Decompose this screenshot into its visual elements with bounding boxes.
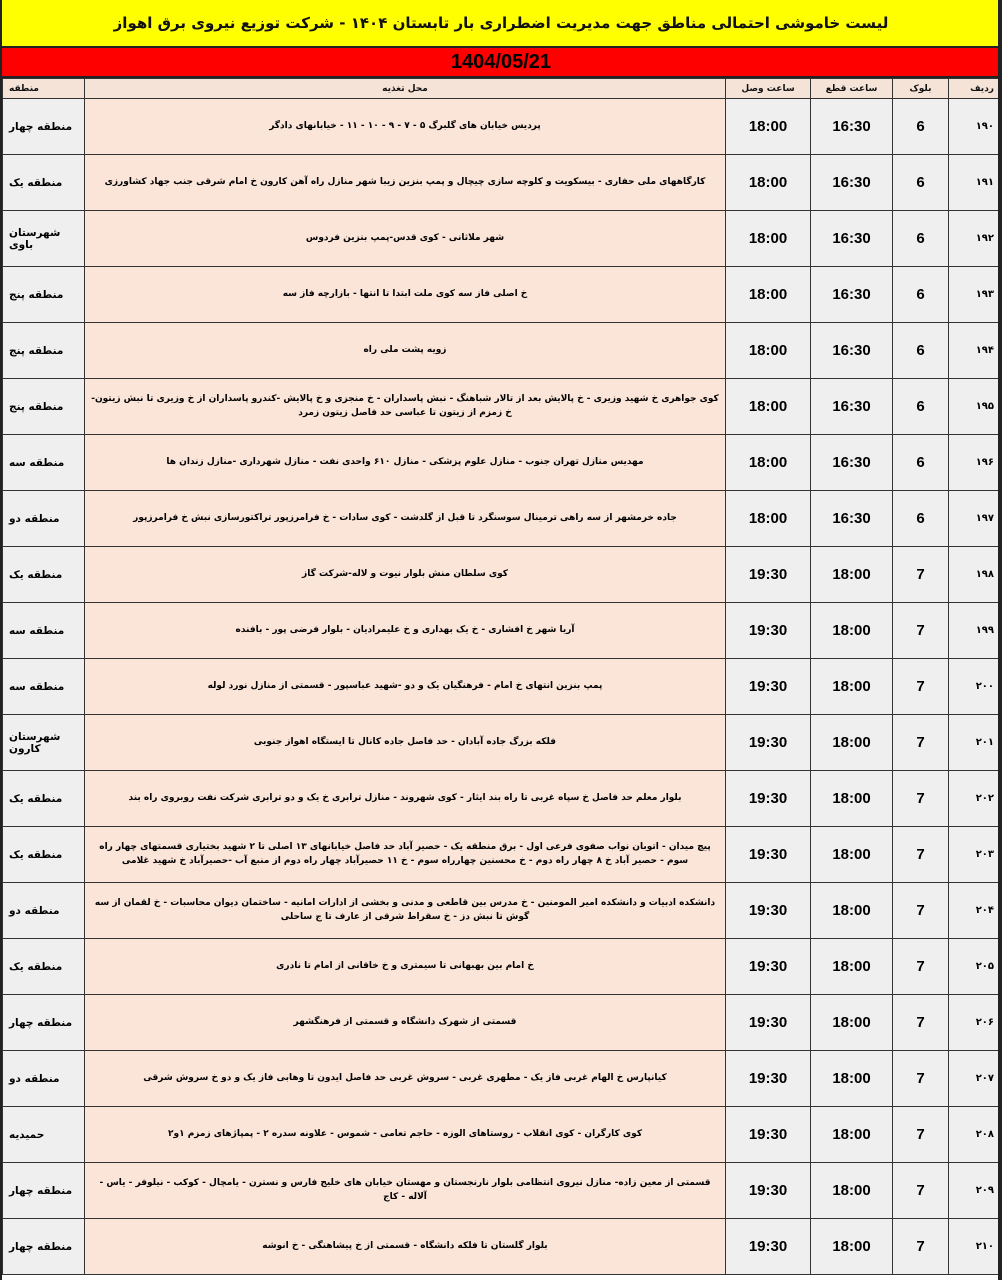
block-cell: 6 bbox=[893, 379, 949, 435]
connect-time-cell: 18:00 bbox=[726, 267, 811, 323]
connect-time-cell: 19:30 bbox=[726, 1219, 811, 1275]
cut-time-cell: 16:30 bbox=[811, 323, 893, 379]
header-connect-time: ساعت وصل bbox=[726, 79, 811, 99]
header-region: منطقه bbox=[3, 79, 85, 99]
table-row bbox=[3, 883, 1001, 939]
document-title: لیست خاموشی احتمالی مناطق جهت مدیریت اضطراری بار تابستان ۱۴۰۴ - شرکت توزیع نیروی برق اهواز bbox=[2, 0, 1000, 48]
row-number-cell: ۱۹۰ bbox=[949, 99, 1001, 155]
row-number-cell: ۱۹۵ bbox=[949, 379, 1001, 435]
block-cell: 7 bbox=[893, 1163, 949, 1219]
row-number-cell: ۱۹۷ bbox=[949, 491, 1001, 547]
block-cell: 7 bbox=[893, 939, 949, 995]
location-cell: فلکه بزرگ جاده آبادان - حد فاصل جاده کانال تا ایستگاه اهواز جنوبی bbox=[85, 715, 726, 771]
block-cell: 6 bbox=[893, 323, 949, 379]
connect-time-cell: 19:30 bbox=[726, 1163, 811, 1219]
region-cell: منطقه دو bbox=[3, 491, 85, 547]
connect-time-cell: 18:00 bbox=[726, 491, 811, 547]
connect-time-cell: 19:30 bbox=[726, 995, 811, 1051]
connect-time-cell: 19:30 bbox=[726, 771, 811, 827]
location-cell: کوی کارگران - کوی انقلاب - روستاهای الوزه - حاجم تعامی - شموس - علاونه سدره ۲ - پمپاژهای زمزم ۱و۲ bbox=[85, 1107, 726, 1163]
connect-time-cell: 18:00 bbox=[726, 379, 811, 435]
row-number-cell: ۲۱۰ bbox=[949, 1219, 1001, 1275]
row-number-cell: ۲۰۵ bbox=[949, 939, 1001, 995]
location-cell: خ اصلی فاز سه کوی ملت ابتدا تا انتها - بازارچه فاز سه bbox=[85, 267, 726, 323]
block-cell: 6 bbox=[893, 211, 949, 267]
connect-time-cell: 19:30 bbox=[726, 603, 811, 659]
location-cell: بلوار معلم حد فاصل خ سپاه غربی تا راه بند ایثار - کوی شهروند - منازل ترابری خ یک و دو ترابری شرکت نفت روبروی راه بند bbox=[85, 771, 726, 827]
connect-time-cell: 19:30 bbox=[726, 883, 811, 939]
location-cell: شهر ملاثانی - کوی قدس-پمپ بنزین فردوس bbox=[85, 211, 726, 267]
cut-time-cell: 16:30 bbox=[811, 267, 893, 323]
row-number-cell: ۱۹۳ bbox=[949, 267, 1001, 323]
table-row bbox=[3, 267, 1001, 323]
location-cell: زویه پشت ملی راه bbox=[85, 323, 726, 379]
region-cell: منطقه چهار bbox=[3, 1219, 85, 1275]
table-row bbox=[3, 99, 1001, 155]
row-number-cell: ۱۹۶ bbox=[949, 435, 1001, 491]
cut-time-cell: 18:00 bbox=[811, 603, 893, 659]
connect-time-cell: 19:30 bbox=[726, 659, 811, 715]
cut-time-cell: 18:00 bbox=[811, 1051, 893, 1107]
location-cell: خ امام بین بهبهانی تا سیمتری و خ خاقانی از امام تا نادری bbox=[85, 939, 726, 995]
block-cell: 7 bbox=[893, 1107, 949, 1163]
header-cut-time: ساعت قطع bbox=[811, 79, 893, 99]
location-cell: جاده خرمشهر از سه راهی ترمینال سوسنگرد تا قبل از گلدشت - کوی سادات - خ فرامرزپور تراکتورسازی نبش خ فرامرزپور bbox=[85, 491, 726, 547]
table-row bbox=[3, 1163, 1001, 1219]
cut-time-cell: 16:30 bbox=[811, 211, 893, 267]
region-cell: منطقه پنج bbox=[3, 267, 85, 323]
cut-time-cell: 18:00 bbox=[811, 547, 893, 603]
table-row bbox=[3, 211, 1001, 267]
table-header-row bbox=[3, 79, 1001, 99]
row-number-cell: ۲۰۱ bbox=[949, 715, 1001, 771]
location-cell: پیچ میدان - اتوبان نواب صفوی فرعی اول - برق منطقه یک - حصیر آباد حد فاصل خیابانهای ۱۳ اصلی تا ۲ شهید بختیاری قسمتهای چهار راه سوم - حصیر آباد خ ۸ چهار راه دوم - خ محسنین چهارراه سوم - خ ۱۱ حصیرآباد چهار راه دوم از منبع آب -حصیرآباد خ شهید غلامی bbox=[85, 827, 726, 883]
cut-time-cell: 16:30 bbox=[811, 379, 893, 435]
region-cell: منطقه یک bbox=[3, 827, 85, 883]
connect-time-cell: 18:00 bbox=[726, 323, 811, 379]
region-cell: منطقه سه bbox=[3, 603, 85, 659]
region-cell: منطقه یک bbox=[3, 771, 85, 827]
block-cell: 7 bbox=[893, 1051, 949, 1107]
cut-time-cell: 18:00 bbox=[811, 771, 893, 827]
row-number-cell: ۲۰۴ bbox=[949, 883, 1001, 939]
connect-time-cell: 19:30 bbox=[726, 939, 811, 995]
connect-time-cell: 18:00 bbox=[726, 211, 811, 267]
block-cell: 7 bbox=[893, 715, 949, 771]
cut-time-cell: 18:00 bbox=[811, 1107, 893, 1163]
cut-time-cell: 18:00 bbox=[811, 1163, 893, 1219]
document-date: 1404/05/21 bbox=[2, 48, 1000, 78]
location-cell: پردیس خیابان های گلبرگ ۵ - ۷ - ۹ - ۱۰ - ۱۱ - خیابانهای دادگر bbox=[85, 99, 726, 155]
cut-time-cell: 16:30 bbox=[811, 155, 893, 211]
connect-time-cell: 19:30 bbox=[726, 1051, 811, 1107]
header-row-number: ردیف bbox=[949, 79, 1001, 99]
region-cell: منطقه یک bbox=[3, 939, 85, 995]
region-cell: منطقه سه bbox=[3, 435, 85, 491]
block-cell: 6 bbox=[893, 435, 949, 491]
location-cell: کارگاههای ملی حفاری - بیسکویت و کلوچه سازی چیچال و پمپ بنزین زیبا شهر منازل راه آهن کارون خ امام شرقی جنب جهاد کشاورزی bbox=[85, 155, 726, 211]
cut-time-cell: 18:00 bbox=[811, 995, 893, 1051]
cut-time-cell: 16:30 bbox=[811, 435, 893, 491]
table-row bbox=[3, 827, 1001, 883]
region-cell: حمیدیه bbox=[3, 1107, 85, 1163]
table-row bbox=[3, 155, 1001, 211]
row-number-cell: ۲۰۰ bbox=[949, 659, 1001, 715]
block-cell: 7 bbox=[893, 771, 949, 827]
row-number-cell: ۱۹۴ bbox=[949, 323, 1001, 379]
location-cell: کوی جواهری خ شهید وزیری - خ پالایش بعد از تالار شباهنگ - نبش پاسداران - خ منجزی و خ پالایش -کندرو پاسداران از خ وزیری تا نبش زیتون-خ زمزم از زیتون تا عباسی حد فاصل زیتون زمرد bbox=[85, 379, 726, 435]
table-row bbox=[3, 547, 1001, 603]
block-cell: 7 bbox=[893, 883, 949, 939]
region-cell: شهرستان باوی bbox=[3, 211, 85, 267]
header-location: محل تغذیه bbox=[85, 79, 726, 99]
cut-time-cell: 16:30 bbox=[811, 491, 893, 547]
row-number-cell: ۱۹۱ bbox=[949, 155, 1001, 211]
block-cell: 6 bbox=[893, 267, 949, 323]
table-row bbox=[3, 379, 1001, 435]
location-cell: پمپ بنزین انتهای خ امام - فرهنگیان یک و دو -شهید عباسپور - قسمتی از منازل نورد لوله bbox=[85, 659, 726, 715]
block-cell: 6 bbox=[893, 491, 949, 547]
region-cell: منطقه چهار bbox=[3, 99, 85, 155]
row-number-cell: ۲۰۲ bbox=[949, 771, 1001, 827]
table-row bbox=[3, 659, 1001, 715]
cut-time-cell: 18:00 bbox=[811, 883, 893, 939]
row-number-cell: ۲۰۷ bbox=[949, 1051, 1001, 1107]
region-cell: منطقه یک bbox=[3, 155, 85, 211]
cut-time-cell: 16:30 bbox=[811, 99, 893, 155]
table-row bbox=[3, 603, 1001, 659]
block-cell: 7 bbox=[893, 995, 949, 1051]
row-number-cell: ۱۹۸ bbox=[949, 547, 1001, 603]
connect-time-cell: 18:00 bbox=[726, 155, 811, 211]
block-cell: 6 bbox=[893, 99, 949, 155]
table-row bbox=[3, 1219, 1001, 1275]
table-row bbox=[3, 939, 1001, 995]
location-cell: آریا شهر خ افشاری - خ یک بهداری و خ علیمرادیان - بلوار فرضی پور - بافنده bbox=[85, 603, 726, 659]
block-cell: 7 bbox=[893, 547, 949, 603]
header-block: بلوک bbox=[893, 79, 949, 99]
location-cell: دانشکده ادبیات و دانشکده امیر المومنین - خ مدرس بین قاطعی و مدنی و بخشی از ادارات امانیه - ساختمان دیوان محاسبات - خ لقمان از سه گوش تا نبش دز - خ سقراط شرقی از عارف تا ج ساحلی bbox=[85, 883, 726, 939]
block-cell: 7 bbox=[893, 827, 949, 883]
block-cell: 7 bbox=[893, 1219, 949, 1275]
table-row bbox=[3, 491, 1001, 547]
block-cell: 6 bbox=[893, 155, 949, 211]
connect-time-cell: 18:00 bbox=[726, 99, 811, 155]
row-number-cell: ۲۰۳ bbox=[949, 827, 1001, 883]
row-number-cell: ۱۹۹ bbox=[949, 603, 1001, 659]
table-row bbox=[3, 771, 1001, 827]
region-cell: منطقه دو bbox=[3, 1051, 85, 1107]
outage-table bbox=[2, 78, 1001, 1275]
region-cell: منطقه یک bbox=[3, 547, 85, 603]
table-row bbox=[3, 995, 1001, 1051]
region-cell: منطقه پنج bbox=[3, 379, 85, 435]
table-row bbox=[3, 435, 1001, 491]
connect-time-cell: 19:30 bbox=[726, 827, 811, 883]
row-number-cell: ۱۹۲ bbox=[949, 211, 1001, 267]
location-cell: مهدیس منازل تهران جنوب - منازل علوم پزشکی - منازل ۶۱۰ واحدی نفت - منازل شهرداری -منازل زندان ها bbox=[85, 435, 726, 491]
location-cell: بلوار گلستان تا فلکه دانشگاه - قسمتی از خ پیشاهنگی - خ انوشه bbox=[85, 1219, 726, 1275]
table-row bbox=[3, 715, 1001, 771]
cut-time-cell: 18:00 bbox=[811, 827, 893, 883]
location-cell: کیانپارس خ الهام غربی فاز یک - مطهری غربی - سروش غربی حد فاصل ایدون تا وهابی فاز یک و دو خ سروش شرقی bbox=[85, 1051, 726, 1107]
region-cell: شهرستان کارون bbox=[3, 715, 85, 771]
row-number-cell: ۲۰۹ bbox=[949, 1163, 1001, 1219]
region-cell: منطقه چهار bbox=[3, 995, 85, 1051]
region-cell: منطقه دو bbox=[3, 883, 85, 939]
connect-time-cell: 19:30 bbox=[726, 1107, 811, 1163]
region-cell: منطقه سه bbox=[3, 659, 85, 715]
table-row bbox=[3, 1051, 1001, 1107]
location-cell: قسمتی از معین زاده- منازل نیروی انتظامی بلوار نارنجستان و مهستان خیابان های خلیج فارس و نسترن - یامچال - کوکب - نیلوفر - یاس - آلاله - کاج bbox=[85, 1163, 726, 1219]
region-cell: منطقه چهار bbox=[3, 1163, 85, 1219]
location-cell: کوی سلطان منش بلوار نیوت و لاله-شرکت گاز bbox=[85, 547, 726, 603]
connect-time-cell: 19:30 bbox=[726, 547, 811, 603]
scrollbar[interactable] bbox=[998, 0, 1002, 1280]
cut-time-cell: 18:00 bbox=[811, 1219, 893, 1275]
block-cell: 7 bbox=[893, 659, 949, 715]
cut-time-cell: 18:00 bbox=[811, 715, 893, 771]
row-number-cell: ۲۰۶ bbox=[949, 995, 1001, 1051]
location-cell: قسمتی از شهرک دانشگاه و قسمتی از فرهنگشهر bbox=[85, 995, 726, 1051]
connect-time-cell: 19:30 bbox=[726, 715, 811, 771]
table-row bbox=[3, 323, 1001, 379]
region-cell: منطقه پنج bbox=[3, 323, 85, 379]
block-cell: 7 bbox=[893, 603, 949, 659]
cut-time-cell: 18:00 bbox=[811, 939, 893, 995]
cut-time-cell: 18:00 bbox=[811, 659, 893, 715]
row-number-cell: ۲۰۸ bbox=[949, 1107, 1001, 1163]
table-row bbox=[3, 1107, 1001, 1163]
connect-time-cell: 18:00 bbox=[726, 435, 811, 491]
